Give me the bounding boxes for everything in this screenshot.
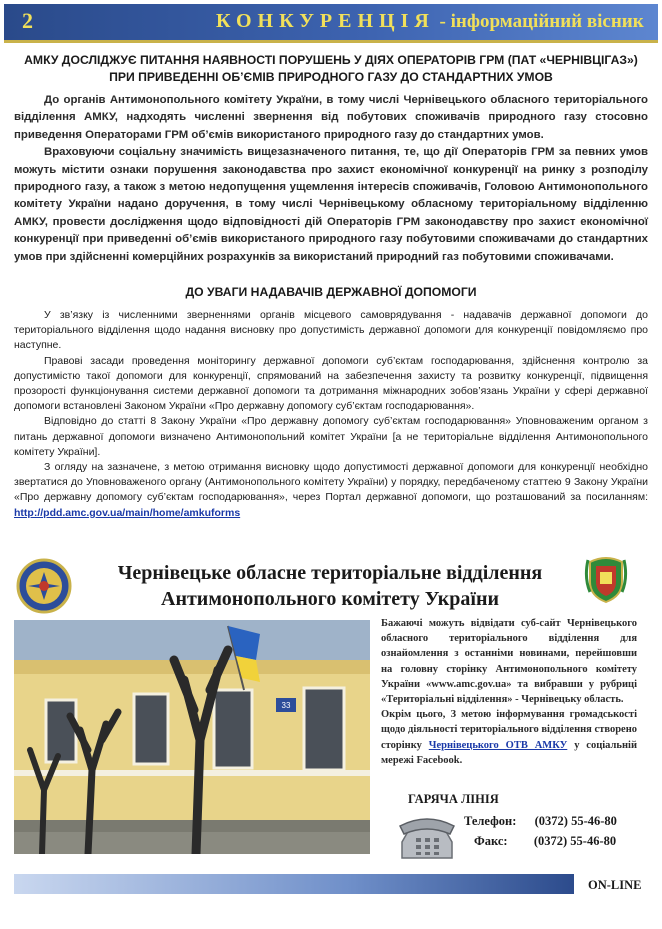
section1-paragraph: Враховуючи соціальну значимість вищезазначеного питання, те, що дії Операторів ГРМ за певних умов можуть містити ознаки порушення законодавства про захист економічної конкуренції на ринку з розподілу природного газу, а також з метою недопущення ущемлення інтересів споживачів, Головою Антимонопольного комітету України надано доручення, в тому числі Чернівецькому обласному територіальному відділенню АМКУ, провести дослідження щодо відповідності дій Операторів ГРМ законодавству про захист економічної конкуренції при приведенні об’ємів використаного природного газу побутовими споживачами до стандартних умов при здійсненні комерційних розрахунків за використаний природний газ побутовими споживачами. [14,146,648,263]
department-title [80,560,580,612]
title-main: КОНКУРЕНЦІЯ [216,10,435,32]
amcu-emblem-icon [16,558,72,614]
department-title-line1: Чернівецьке обласне територіальне відділення [117,562,543,584]
section2-title: ДО УВАГИ НАДАВАЧІВ ДЕРЖАВНОЇ ДОПОМОГИ [185,285,477,299]
info-text [381,616,637,768]
section2-body [14,308,648,521]
hotline-title: ГАРЯЧА ЛІНІЯ [408,792,499,806]
section2-paragraph: Відповідно до статті 8 Закону України «Про державну допомогу суб’єктам господарювання» Уповноваженим органом з питань державної допомоги визначено Антимонопольний комітет України [а не територіальне відділення Антимонопольного комітету України]. [14,415,648,458]
fax-row [474,834,616,849]
info-text-part2: Окрім цього, З метою інформування громадськості щодо діяльності територіального відділення створено сторінку [381,709,637,751]
section1-title: АМКУ ДОСЛІДЖУЄ ПИТАННЯ НАЯВНОСТІ ПОРУШЕНЬ У ДІЯХ ОПЕРАТОРІВ ГРМ (ПАТ «ЧЕРНІВЦІГАЗ») ПРИ ПРИВЕДЕННІ ОБ’ЄМІВ ПРИРОДНОГО ГАЗУ ДО СТАНДАРТНИХ УМОВ [24,53,638,84]
phone-label: Телефон: [464,814,517,828]
section2-paragraph [14,460,648,521]
page-number: 2 [22,8,33,33]
phone-number: (0372) 55-46-80 [534,814,617,828]
state-aid-portal-link[interactable]: http://pdd.amc.gov.ua/main/home/amkuforms [14,506,241,519]
fax-label: Факс: [474,834,508,848]
telephone-icon [396,812,458,864]
newsletter-title [216,10,644,33]
info-text-part3: у соціальній мережі Facebook. [381,739,637,766]
fax-number: (0372) 55-46-80 [533,834,617,848]
section1-body [14,92,648,266]
section1-paragraph: До органів Антимонопольного комітету України, в тому числі Чернівецького обласного територіального відділення АМКУ, надходять численні звернення від побутових споживачів природного газу стосовно приведення Операторами ГРМ об’ємів використаного природного газу до стандартних умов. [14,94,648,141]
chernivtsi-coat-of-arms-icon [584,552,628,604]
footer-label: ON-LINE [588,878,642,892]
section2-paragraph: У зв’язку із численними зверненнями органів місцевого самоврядування - надавачів державної допомоги до територіального відділення щодо надання висновку про допустимість державної допомоги для конкуренції повідомляємо про наступне. [14,309,648,352]
header-bar [4,4,658,43]
house-number: 33 [281,701,291,710]
facebook-page-link[interactable]: Чернівецького ОТВ АМКУ [428,739,568,751]
info-text-part1: Бажаючі можуть відвідати суб-сайт Чернівецького обласного територіального відділення для ознайомлення з останніми новинами, перейшовши на головну сторінку Антимонопольного комітету України «www.amc.gov.ua» та вибравши у рубриці «Територіальні відділення» - Чернівецьку область. [381,618,637,706]
footer-bar [14,874,574,894]
phone-row [464,814,617,829]
section2-paragraph-text: З огляду на зазначене, з метою отримання висновку щодо допустимості державної допомоги для конкуренції необхідно звертатися до Уповноваженого органу (Антимонопольного комітету України) у порядку, передбаченому статтею 9 Закону України «Про державну допомогу суб’єктам господарювання», через Портал державної допомоги, що розташований за посиланням: [14,461,648,504]
section2-paragraph: Правові засади проведення моніторингу державної допомоги суб’єктам господарювання, здійснення контролю за допустимістю такої допомоги для конкуренції, спрямований на забезпечення захисту та розвитку конкуренції, підвищення прозорості функціонування системи державної допомоги та дотримання міжнародних зобов’язань України у сфері державної допомоги встановлені Законом України «Про державну допомогу суб’єктам господарювання». [14,354,648,413]
department-title-line2: Антимонопольного комітету України [161,588,499,610]
department-building-photo [14,620,370,854]
title-subtitle: - інформаційний вісник [434,11,644,32]
